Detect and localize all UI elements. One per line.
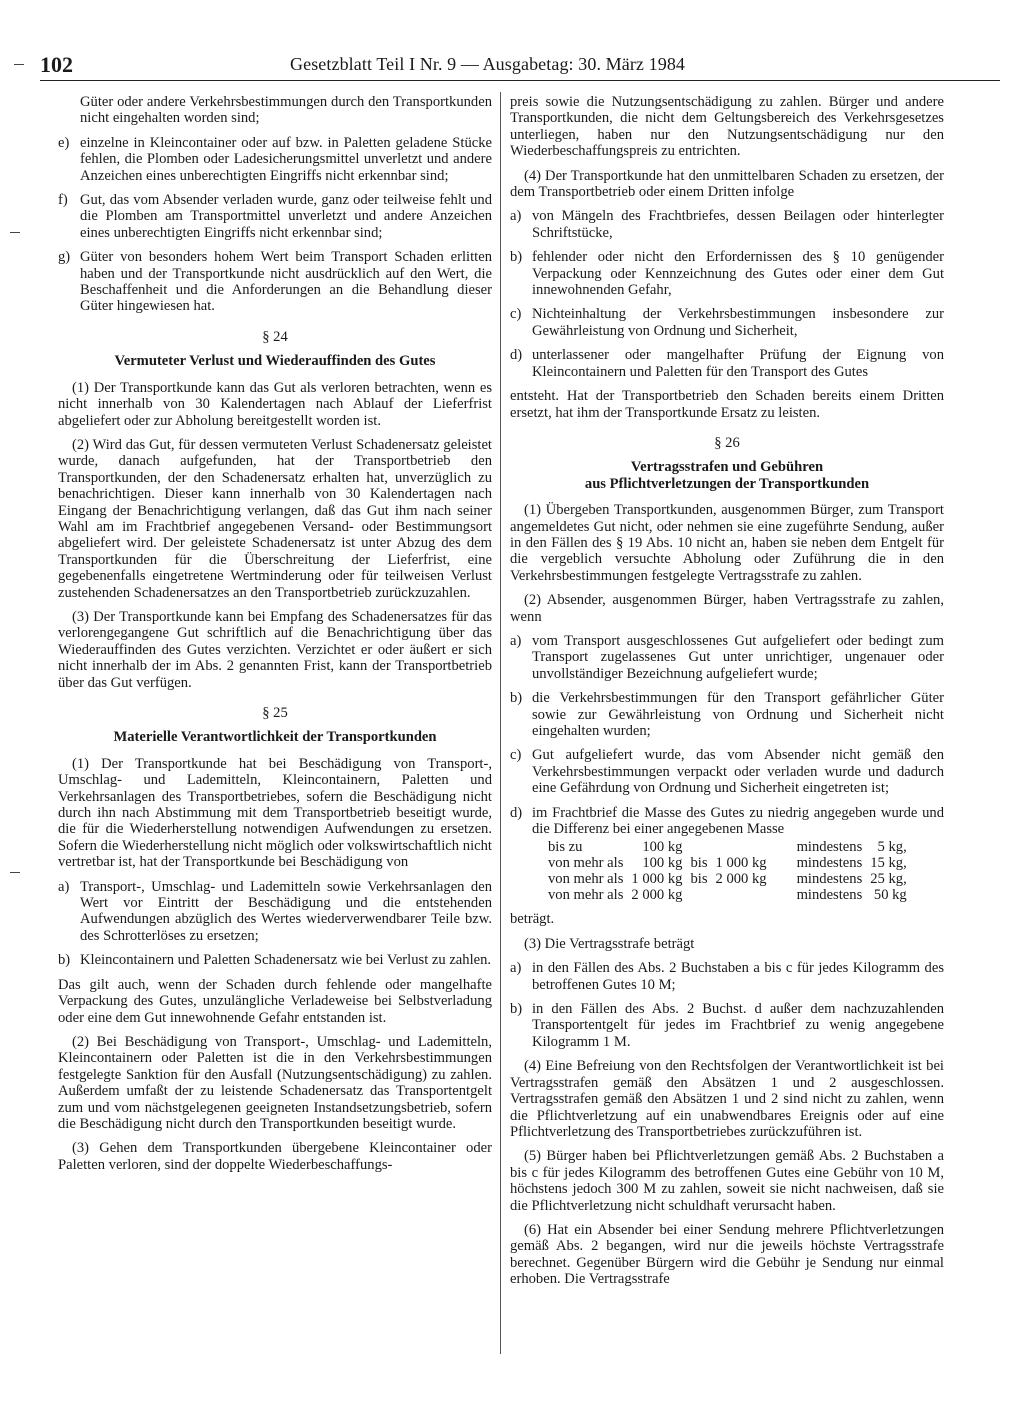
- list-item: [510, 960, 944, 993]
- list-item: [58, 135, 492, 184]
- item-label: f): [58, 192, 68, 209]
- item-text: Gut, das vom Absender verladen wurde, ganz oder teilweise fehlt und die Plomben am Transportmittel unverletzt und andere Anzeichen eines unberechtigten Eingriffs nicht erkennbar sind;: [80, 192, 492, 241]
- list-item: [58, 192, 492, 241]
- item-text: fehlender oder nicht den Erfordernissen des § 10 genügender Verpackung oder Kennzeichnung des Gutes oder einer dem Gut innewohnenden Gefahr,: [532, 249, 944, 299]
- table-row: [544, 871, 911, 887]
- list-item: [510, 208, 944, 241]
- page-number: 102: [40, 52, 73, 77]
- table-cell: 100 kg: [642, 839, 683, 856]
- margin-mark: [14, 64, 24, 65]
- paragraph: (3) Die Vertragsstrafe beträgt: [524, 935, 695, 952]
- section-number: § 26: [714, 434, 740, 451]
- item-label: d): [510, 347, 523, 364]
- table-row: [544, 887, 911, 903]
- list-item: [510, 747, 944, 796]
- paragraph: (1) Übergeben Transportkunden, ausgenommen Bürger, zum Transport angemeldetes Gut nicht, oder nehmen sie eine zugeführte Sendung, außer in den Fällen des § 19 Abs. 10 nicht an, haben sie neben dem Entgelt für die vergeblich versuchte Abholung oder Zuführung die in den Verkehrsbestimmungen festgelegte Vertragsstrafe zu zahlen.: [510, 502, 944, 584]
- item-text: einzelne in Kleincontainer oder auf bzw. in Paletten geladene Stücke fehlen, die Plomben oder Ladesicherungsmittel unverletzt und andere Anzeichen eines unberechtigten Eingriffs nicht erkennbar sind;: [80, 134, 492, 184]
- item-text: die Verkehrsbestimmungen für den Transport gefährlicher Güter sowie zur Gewährleistung von Ordnung und Sicherheit nicht eingehalten wurden;: [532, 690, 944, 739]
- table-cell: von mehr als: [548, 871, 624, 888]
- paragraph-continuation: Güter oder andere Verkehrsbestimmungen durch den Transportkunden nicht eingehalten worden sind;: [80, 94, 492, 127]
- section-title: Vertragsstrafen und Gebühren: [630, 459, 824, 476]
- item-label: c): [510, 306, 522, 323]
- margin-mark: [10, 872, 20, 873]
- section-number: § 25: [262, 705, 288, 721]
- paragraph: (2) Wird das Gut, für dessen vermuteten Verlust Schadenersatz geleistet wurde, danach aufgefunden, hat der Transportbetrieb den Transportkunden, der den Schadenersatz erhalten hat, unverzüglich zu benachrichtigen. Dieser kann innerhalb von 30 Kalendertagen nach Eingang der Benachrichtigung verlangen, daß das Gut ihm nach seiner Wahl am im Frachtbrief angegebenen Versand- oder Bestimmungsort abgeliefert wird. Der geleistete Schadenersatz ist unter Abzug des dem Transportkunden für die Überschreitung der Lieferfrist, eine gegebenenfalls eingetretene Wertminderung oder für teilweisen Verlust zustehenden Schadenersatzes an den Transportbetrieb zurückzuzahlen.: [58, 436, 492, 601]
- section-number: § 24: [262, 328, 288, 345]
- table-cell: 50 kg: [873, 887, 907, 904]
- list-item: [510, 306, 944, 339]
- table-cell: von mehr als: [548, 855, 624, 872]
- table-row: [544, 839, 911, 855]
- item-label: c): [510, 747, 522, 764]
- section-title: Materielle Verantwortlichkeit der Transportkunden: [113, 729, 437, 746]
- fee-table: [544, 839, 911, 903]
- item-text: Kleincontainern und Paletten Schadenersatz wie bei Verlust zu zahlen.: [80, 952, 492, 969]
- item-label: g): [58, 249, 71, 266]
- running-head: Gesetzblatt Teil I Nr. 9 — Ausgabetag: 30. März 1984: [290, 54, 686, 74]
- table-cell: mindestens: [796, 855, 863, 872]
- table-cell: von mehr als: [548, 887, 624, 904]
- paragraph: (2) Absender, ausgenommen Bürger, haben Vertragsstrafe zu zahlen, wenn: [510, 592, 944, 625]
- item-text: in den Fällen des Abs. 2 Buchstaben a bis c für jedes Kilogramm des betroffenen Gutes 10 M;: [532, 960, 944, 993]
- margin-mark: [10, 232, 20, 233]
- table-cell: mindestens: [796, 871, 863, 888]
- table-cell: 1 000 kg: [631, 871, 683, 888]
- table-cell: 15 kg,: [870, 855, 907, 872]
- paragraph: (4) Eine Befreiung von den Rechtsfolgen der Verantwortlichkeit ist bei Vertragsstrafen gemäß den Absätzen 1 und 2 ausgeschlossen. Vertragsstrafen gemäß den Absätzen 1 und 2 sind nicht zu zahlen, wenn die Pflichtverletzung auf ein unabwendbares Ereignis oder auf eine Pflichtverletzung des Transportbetriebes zurückzuführen ist.: [510, 1058, 944, 1140]
- paragraph: Das gilt auch, wenn der Schaden durch fehlende oder mangelhafte Verpackung des Gutes, unzulängliche Verladeweise bei Selbstverladung oder eine dem Gut innewohnende Gefahr entstanden ist.: [58, 976, 492, 1026]
- list-item: [510, 805, 944, 838]
- item-label: a): [510, 960, 522, 977]
- paragraph: (2) Bei Beschädigung von Transport-, Umschlag- und Lademitteln, Kleincontainern oder Paletten ist die in den Verkehrsbestimmungen festgelegte Sanktion für den Ausfall (Nutzungsentschädigung) zu zahlen. Außerdem umfaßt der zu leistende Schadenersatz das Transportentgelt zum und vom nächstgelegenen geeigneten Instandsetzungsbetrieb, sofern die Beschädigung nicht durch den Transportkunden beseitigt wurde.: [58, 1033, 492, 1132]
- table-row: [544, 855, 911, 871]
- list-item: [58, 952, 492, 968]
- paragraph: (1) Der Transportkunde hat bei Beschädigung von Transport-, Umschlag- und Lademitteln, Kleincontainern, Paletten und Verkehrsanlagen des Transportbetriebes, sofern die Beschädigung nicht durch ihn nach Abstimmung mit dem Transportbetrieb beseitigt wurde, die für die Wiederherstellung notwendigen Aufwendungen zu ersetzen. Sofern die Wiederherstellung nicht möglich oder volkswirtschaftlich nicht vertretbar ist, hat der Transportkunde bei Beschädigung von: [58, 755, 492, 871]
- item-text: Gut aufgeliefert wurde, das vom Absender nicht gemäß den Verkehrsbestimmungen verpackt oder verladen wurde und dadurch eine Gefährdung von Ordnung und Sicherheit eingetreten ist;: [532, 747, 944, 797]
- list-item: [58, 879, 492, 945]
- table-cell: bis: [690, 871, 708, 888]
- item-text: in den Fällen des Abs. 2 Buchst. d außer dem nachzuzahlenden Transportentgelt für jedes im Frachtbrief zu wenig angegebene Kilogramm 1 M.: [532, 1001, 944, 1050]
- table-cell: 25 kg,: [870, 871, 907, 888]
- item-label: a): [58, 878, 70, 895]
- table-cell: 2 000 kg: [715, 871, 767, 888]
- item-text: Nichteinhaltung der Verkehrsbestimmungen insbesondere zur Gewährleistung von Ordnung und Sicherheit,: [532, 306, 944, 339]
- item-text: von Mängeln des Frachtbriefes, dessen Beilagen oder hinterlegter Schriftstücke,: [532, 208, 944, 241]
- item-text: unterlassener oder mangelhafter Prüfung der Eignung von Kleincontainern und Paletten für den Transport des Gutes: [532, 347, 944, 380]
- paragraph-continuation: preis sowie die Nutzungsentschädigung zu zahlen. Bürger und andere Transportkunden, die nicht dem Geltungsbereich des Verkehrsgesetzes unterliegen, haben nur den Nutzungsentschädigung nur den Wiederbeschaffungspreis zu entrichten.: [510, 94, 944, 160]
- table-cell: bis zu: [548, 839, 583, 856]
- table-cell: bis: [690, 855, 708, 872]
- header-rule: [40, 80, 1000, 81]
- table-cell: 2 000 kg: [631, 887, 683, 904]
- item-text: Transport-, Umschlag- und Lademitteln sowie Verkehrsanlagen den Wert vor Eintritt der Beschädigung und die entstehenden Aufwendungen abzüglich des Wertes wiederverwendbarer Teile bzw. des Schrotterlöses zu ersetzen;: [80, 878, 492, 944]
- table-cell: [686, 887, 711, 903]
- left-column: [58, 94, 492, 1181]
- paragraph: (1) Der Transportkunde kann das Gut als verloren betrachten, wenn es nicht innerhalb von 30 Kalendertagen nach Ablauf der Lieferfrist abgeliefert oder zur Abholung bereitgestellt worden ist.: [58, 379, 492, 429]
- table-cell: [712, 887, 771, 903]
- column-divider: [500, 92, 501, 1354]
- table-cell: [712, 839, 771, 855]
- item-label: a): [510, 632, 522, 649]
- table-cell: 100 kg: [642, 855, 683, 872]
- list-item: [510, 1001, 944, 1050]
- list-item: [510, 347, 944, 380]
- item-label: b): [510, 249, 523, 266]
- item-label: d): [510, 804, 523, 821]
- paragraph: (3) Gehen dem Transportkunden übergebene Kleincontainer oder Paletten verloren, sind der doppelte Wiederbeschaffungs-: [58, 1140, 492, 1173]
- item-label: a): [510, 208, 522, 225]
- item-text: vom Transport ausgeschlossenes Gut aufgeliefert oder bedingt zum Transport zugelassenes Gut unter unrichtiger, ungenauer oder unvollständiger Bezeichnung aufgeliefert wurde;: [532, 632, 944, 682]
- paragraph: entsteht. Hat der Transportbetrieb den Schaden bereits einem Dritten ersetzt, hat ihm der Transportkunde Ersatz zu leisten.: [510, 388, 944, 421]
- table-cell: 1 000 kg: [715, 855, 767, 872]
- paragraph: (6) Hat ein Absender bei einer Sendung mehrere Pflichtverletzungen gemäß Abs. 2 begangen, wird nur die jeweils höchste Vertragsstrafe berechnet. Gegenüber Bürgern wird die Gebühr je Sendung nur einmal erhoben. Die Vertragsstrafe: [510, 1221, 944, 1288]
- list-item: [510, 690, 944, 739]
- section-subtitle: aus Pflichtverletzungen der Transportkunden: [584, 475, 870, 492]
- item-label: e): [58, 134, 70, 151]
- paragraph: (5) Bürger haben bei Pflichtverletzungen gemäß Abs. 2 Buchstaben a bis c für jedes Kilogramm des betroffenen Gutes eine Gebühr von 10 M, höchstens jedoch 300 M zu zahlen, soweit sie nicht nachweisen, daß sie die Pflichtverletzung nicht schuldhaft verursacht haben.: [510, 1148, 944, 1214]
- item-label: b): [510, 1001, 523, 1018]
- table-cell: mindestens: [796, 839, 863, 856]
- table-cell: [686, 839, 711, 855]
- paragraph: (3) Der Transportkunde kann bei Empfang des Schadenersatzes für das verlorengegangene Gut schriftlich auf die Benachrichtigung über das Wiederauffinden des Gutes verzichten. Verzichtet er oder äußert er sich nicht innerhalb der im Abs. 2 genannten Frist, kann der Transportbetrieb über das Gut verfügen.: [58, 608, 492, 691]
- item-text: Güter von besonders hohem Wert beim Transport Schaden erlitten haben und der Transportkunde nicht ausdrücklich auf den Wert, die Beschaffenheit und die Anforderungen an die Behandlung dieser Güter hingewiesen hat.: [80, 249, 492, 315]
- table-cell: mindestens: [796, 887, 863, 904]
- section-title: Vermuteter Verlust und Wiederauffinden des Gutes: [114, 353, 436, 370]
- paragraph: beträgt.: [510, 911, 555, 928]
- right-column: [510, 94, 944, 1296]
- item-text: im Frachtbrief die Masse des Gutes zu niedrig angegeben wurde und die Differenz bei einer angegebenen Masse: [532, 804, 944, 838]
- paragraph: (4) Der Transportkunde hat den unmittelbaren Schaden zu ersetzen, der dem Transportbetrieb oder einem Dritten infolge: [510, 167, 944, 201]
- table-cell: 5 kg,: [877, 839, 907, 856]
- item-label: b): [510, 690, 523, 707]
- list-item: [510, 249, 944, 298]
- list-item: [510, 633, 944, 682]
- list-item: [58, 249, 492, 315]
- item-label: b): [58, 952, 71, 969]
